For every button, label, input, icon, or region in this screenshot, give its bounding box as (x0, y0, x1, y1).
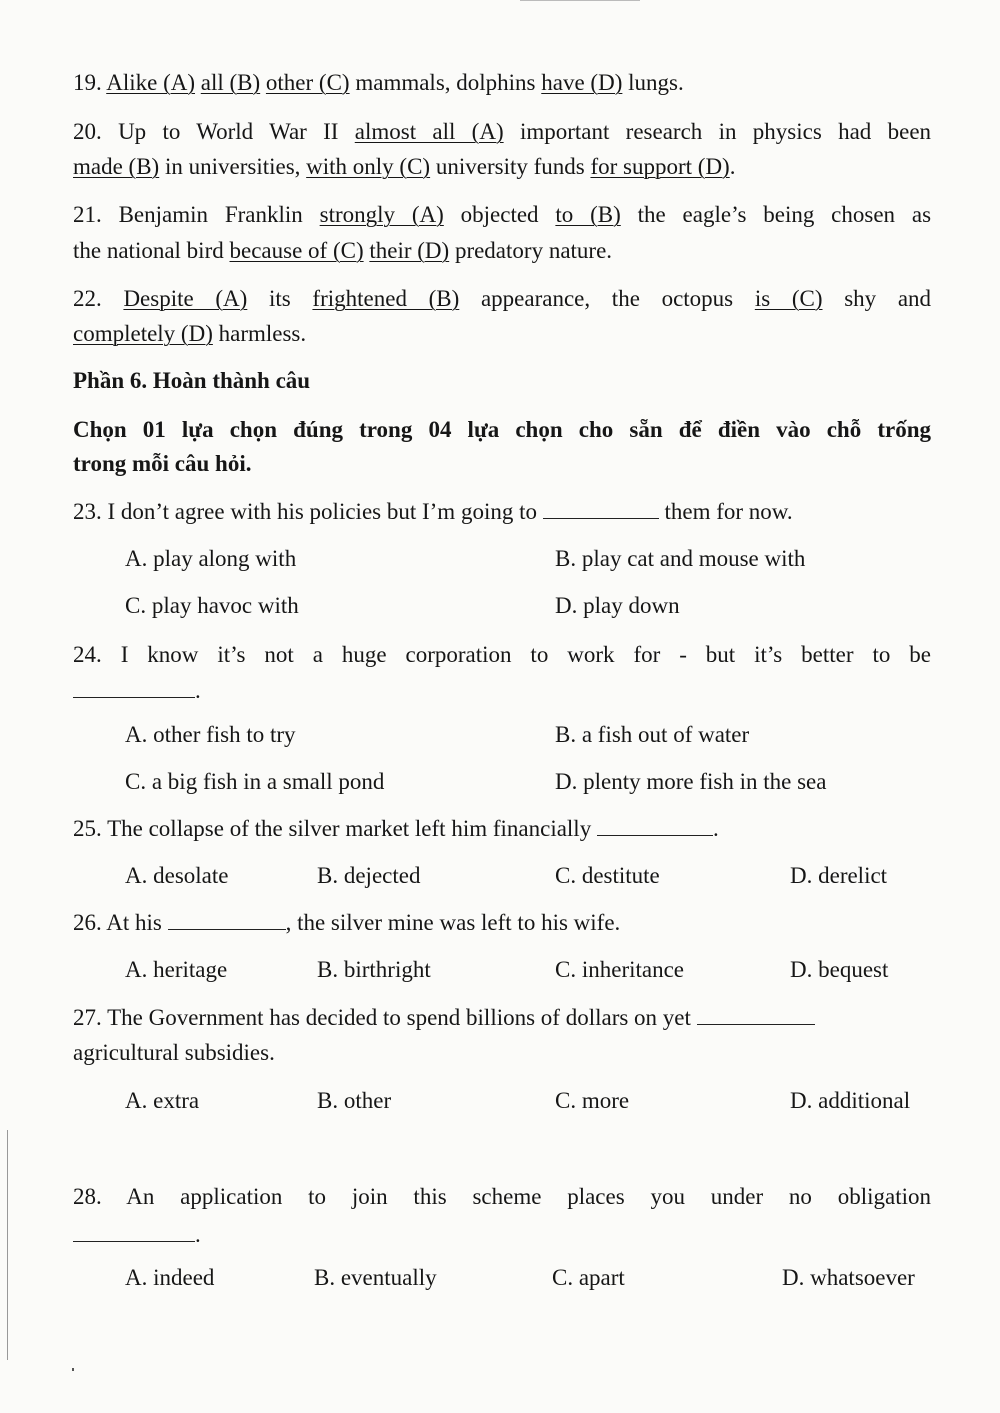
answer-blank (73, 1223, 195, 1242)
question-28: 28. An application to join this scheme places you under no obligation (73, 1184, 931, 1209)
option-d: D. plenty more fish in the sea (555, 769, 827, 794)
option-c: C. play havoc with (125, 593, 299, 618)
scan-edge (520, 0, 640, 1)
scan-speck (72, 1368, 74, 1371)
answer-blank (73, 679, 195, 698)
answer-blank (597, 817, 713, 836)
question-27-line-1: 27. The Government has decided to spend billions of dollars on yet (73, 1003, 931, 1033)
answer-blank (697, 1006, 815, 1025)
question-22-line-2: completely (D) harmless. (73, 321, 307, 346)
option-c: C. destitute (555, 863, 660, 888)
option-c: C. a big fish in a small pond (125, 769, 385, 794)
scan-edge (7, 1130, 8, 1360)
question-20-line-2: made (B) in universities, with only (C) university funds for support (D). (73, 154, 736, 179)
option-a: A. heritage (125, 957, 228, 982)
section-title: Phần 6. Hoàn thành câu (73, 368, 311, 393)
option-c: C. apart (552, 1265, 625, 1290)
question-25: 25. The collapse of the silver market left him financially . (73, 816, 719, 841)
question-26: 26. At his , the silver mine was left to his wife. (73, 910, 621, 935)
option-d: D. play down (555, 593, 680, 618)
answer-blank (168, 911, 286, 930)
option-a: A. extra (125, 1088, 200, 1113)
option-d: D. additional (790, 1088, 911, 1113)
option-a: A. other fish to try (125, 722, 296, 747)
option-b: B. a fish out of water (555, 722, 750, 747)
option-b: B. eventually (314, 1265, 437, 1290)
question-28-blank-line: . (73, 1220, 931, 1250)
option-a: A. indeed (125, 1265, 215, 1290)
option-c: C. more (555, 1088, 630, 1113)
section-instruction: Chọn 01 lựa chọn đúng trong 04 lựa chọn cho sẵn để điền vào chỗ trống (73, 417, 931, 442)
option-a: A. desolate (125, 863, 229, 888)
option-b: B. other (317, 1088, 392, 1113)
option-b: B. play cat and mouse with (555, 546, 806, 571)
question-24: 24. I know it’s not a huge corporation to work for - but it’s better to be (73, 642, 931, 667)
option-c: C. inheritance (555, 957, 685, 982)
option-a: A. play along with (125, 546, 297, 571)
option-d: D. whatsoever (782, 1265, 915, 1290)
question-23: 23. I don’t agree with his policies but I’m going to them for now. (73, 499, 793, 524)
question-20-line-1: 20. Up to World War II almost all (A) important research in physics had been (73, 119, 932, 144)
question-21-line-1: 21. Benjamin Franklin strongly (A) objected to (B) the eagle’s being chosen as (73, 202, 932, 227)
question-19: 19. Alike (A) all (B) other (C) mammals, dolphins have (D) lungs. (73, 70, 684, 95)
question-27-line-2: agricultural subsidies. (73, 1040, 275, 1065)
question-24-blank-line: . (73, 676, 931, 706)
option-d: D. bequest (790, 957, 889, 982)
question-22-line-1: 22. Despite (A) its frightened (B) appearance, the octopus is (C) shy and (73, 286, 932, 311)
section-instruction: trong mỗi câu hỏi. (73, 451, 252, 476)
option-d: D. derelict (790, 863, 888, 888)
option-b: B. birthright (317, 957, 431, 982)
answer-blank (543, 500, 659, 519)
option-b: B. dejected (317, 863, 421, 888)
question-21-line-2: the national bird because of (C) their (D) predatory nature. (73, 238, 613, 263)
